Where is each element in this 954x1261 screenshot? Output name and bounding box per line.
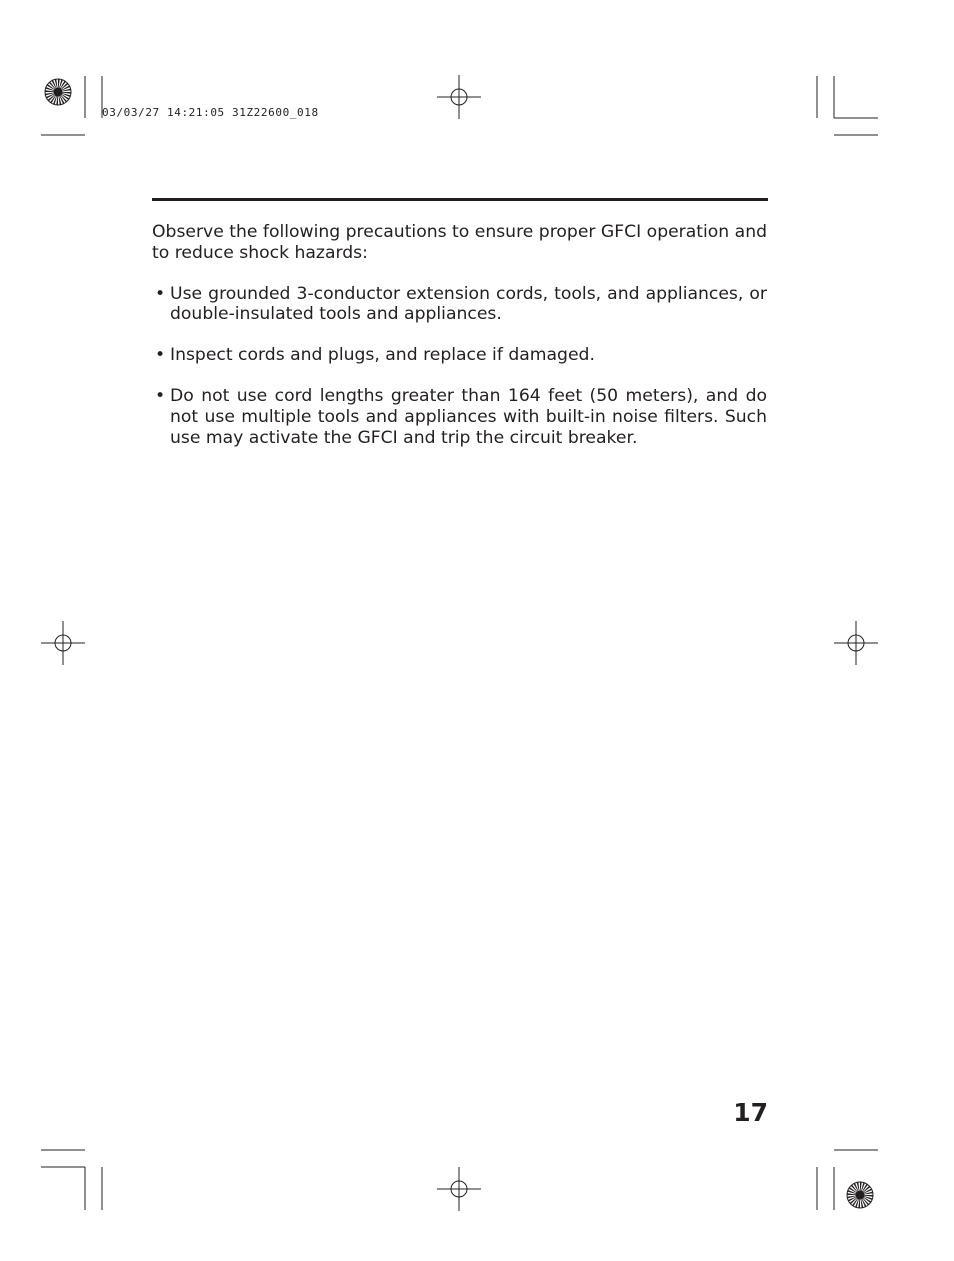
starburst-mark-top-left <box>45 79 71 105</box>
print-timestamp: 03/03/27 14:21:05 31Z22600_018 <box>102 106 319 119</box>
crop-marks-top-right <box>817 76 878 135</box>
precautions-section <box>152 222 767 468</box>
list-item-text: Inspect cords and plugs, and replace if damaged. <box>170 345 595 366</box>
registration-mark-bottom-center <box>437 1167 481 1211</box>
registration-mark-left-middle <box>41 621 85 665</box>
list-item-text: Do not use cord lengths greater than 164 feet (50 meters), and do not use multiple tools and appliances with built-in noise filters. Such use may activate the GFCI and trip the circuit breaker. <box>170 385 767 448</box>
bullet-icon: • <box>155 385 166 406</box>
intro-paragraph: Observe the following precautions to ensure proper GFCI operation and to reduce shock hazards: <box>152 222 767 263</box>
header-rule <box>152 198 768 201</box>
list-item <box>152 345 767 366</box>
bullet-icon: • <box>155 345 166 366</box>
crop-marks-bottom-left <box>41 1150 102 1210</box>
precaution-list <box>152 284 767 449</box>
starburst-mark-bottom-right <box>847 1182 873 1208</box>
list-item <box>152 386 767 448</box>
list-item-text: Use grounded 3-conductor extension cords, tools, and appliances, or double-insulated tools and appliances. <box>170 283 767 325</box>
crop-marks-top-left <box>41 76 102 135</box>
list-item <box>152 284 767 326</box>
bullet-icon: • <box>155 283 166 304</box>
registration-mark-right-middle <box>834 621 878 665</box>
page-number: 17 <box>733 1098 768 1127</box>
registration-mark-top-center <box>437 75 481 119</box>
